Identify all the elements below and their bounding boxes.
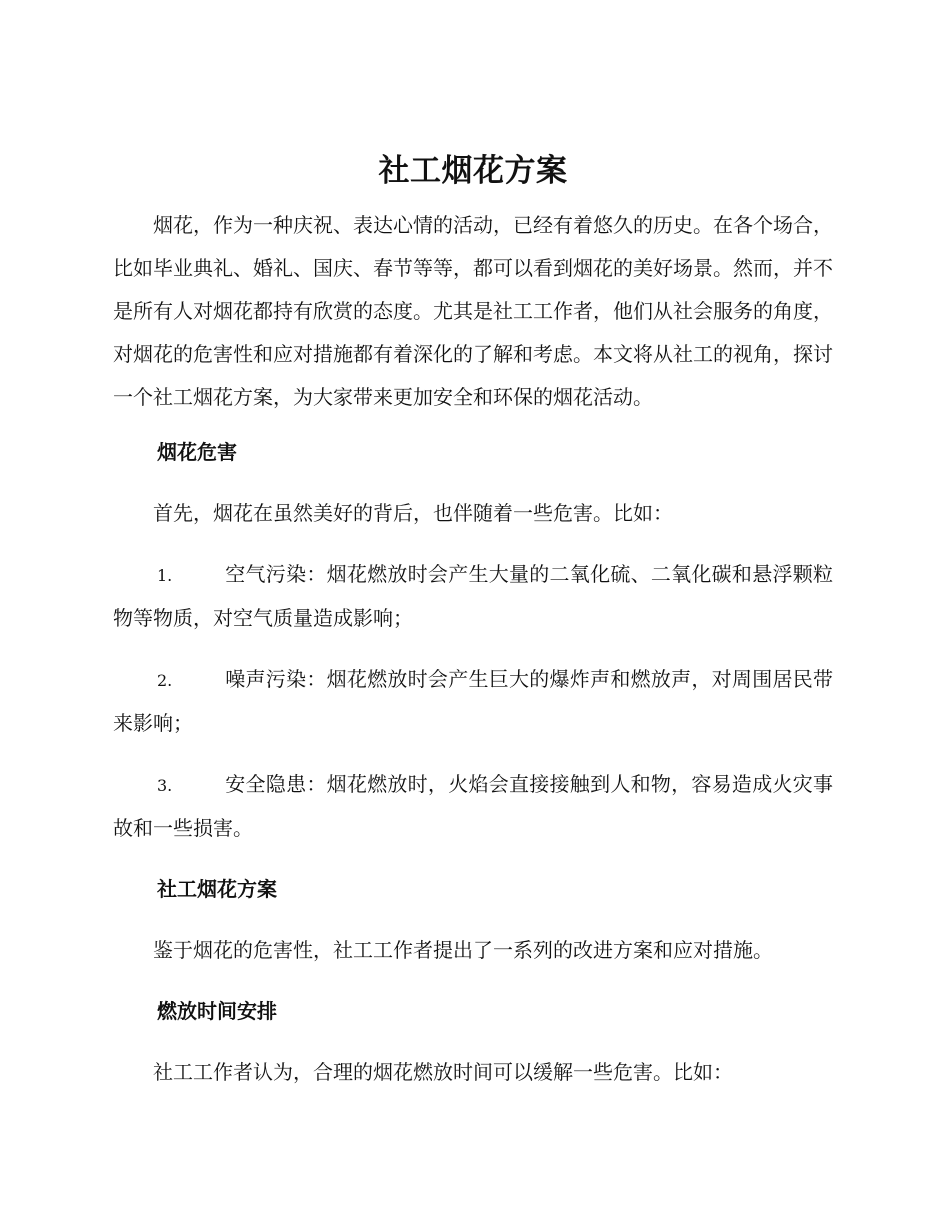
list-item (113, 658, 833, 745)
intro-paragraph: 烟花，作为一种庆祝、表达心情的活动，已经有着悠久的历史。在各个场合，比如毕业典礼、婚礼、国庆、春节等等，都可以看到烟花的美好场景。然而，并不是所有人对烟花都持有欣赏的态度。尤其是社工工作者，他们从社会服务的角度，对烟花的危害性和应对措施都有着深化的了解和考虑。本文将从社工的视角，探讨一个社工烟花方案，为大家带来更加安全和环保的烟花活动。 (113, 213, 833, 409)
list-item-number: 3. (157, 776, 173, 795)
hazards-lead-paragraph: 首先，烟花在虽然美好的背后，也伴随着一些危害。比如： (153, 501, 673, 525)
section-heading-plan: 社工烟花方案 (157, 877, 277, 901)
plan-paragraph: 鉴于烟花的危害性，社工工作者提出了一系列的改进方案和应对措施。 (153, 938, 773, 962)
hazards-list (113, 553, 833, 850)
document-body (113, 148, 833, 1112)
section-heading-schedule: 燃放时间安排 (157, 999, 277, 1023)
schedule-paragraph: 社工工作者认为，合理的烟花燃放时间可以缓解一些危害。比如： (153, 1060, 733, 1084)
list-item-text: 噪声污染：烟花燃放时会产生巨大的爆炸声和燃放声，对周围居民带来影响； (113, 667, 833, 735)
list-item-number: 1. (157, 566, 173, 585)
list-item-text: 空气污染：烟花燃放时会产生大量的二氧化硫、二氧化碳和悬浮颗粒物等物质，对空气质量造成影响； (113, 562, 833, 630)
list-item (113, 763, 833, 850)
list-item-text: 安全隐患：烟花燃放时，火焰会直接接触到人和物，容易造成火灾事故和一些损害。 (113, 772, 833, 840)
list-item (113, 553, 833, 640)
list-item-number: 2. (157, 671, 173, 690)
section-heading-hazards: 烟花危害 (157, 440, 237, 464)
document-title: 社工烟花方案 (378, 153, 568, 189)
